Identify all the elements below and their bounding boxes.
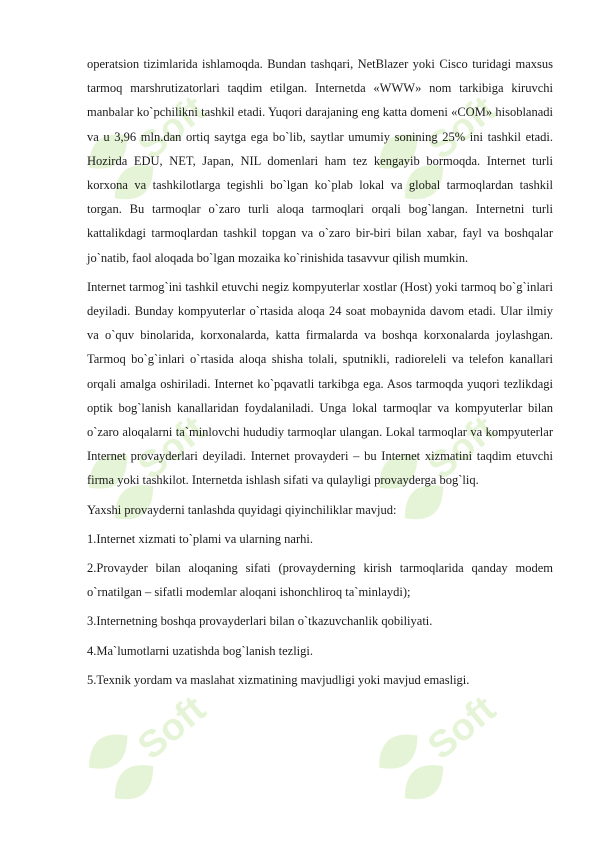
svg-text:Soft: Soft <box>130 688 214 768</box>
list-item: 1.Internet xizmati to`plami va ularning narhi. <box>87 531 313 546</box>
svg-text:Soft: Soft <box>420 88 504 168</box>
document-body <box>87 52 553 697</box>
svg-text:Soft: Soft <box>420 408 504 488</box>
body-paragraph: operatsion tizimlarida ishlamoqda. Bundan tashqari, NetBlazer yoki Cisco turidagi maxsus tarmoq marshrutizatorlari taqdim etilgan. Internetda «WWW» nom tarkibiga kiruvchi manbalar ko`pchilikni tashkil etadi. Yuqori darajaning eng katta domeni «COM» hisoblanadi va u 3,96 mln.dan ortiq saytga ega bo`lib, saytlar umumiy sonining 25% ini tashkil etadi. Hozirda EDU, NET, Japan, NIL domenlari ham tez kengayib bormoqda. Internet turli korxona va tashkilotlarga tegishli bo`lgan ko`plab lokal va global tarmoqlardan tashkil torgan. Bu tarmoqlar o`zaro turli aloqa tarmoqlari orqali bog`langan. Internetni turli kattalikdagi tarmoqlardan tashkil topgan va o`zaro bir-biri bilan xabar, fayl va boshqalar jo`natib, faol aloqada bo`lgan mozaika ko`rinishida tasavvur qilish mumkin. <box>87 57 553 265</box>
list-item: 5.Texnik yordam va maslahat xizmatining mavjudligi yoki mavjud emasligi. <box>87 672 470 687</box>
list-item: 2.Provayder bilan aloqaning sifati (provayderning kirish tarmoqlarida qanday modem o`rnatilgan – sifatli modemlar aloqani ishonchliroq ta`minlaydi); <box>87 561 553 600</box>
svg-text:Soft: Soft <box>130 408 214 488</box>
svg-text:Soft: Soft <box>420 688 504 768</box>
svg-text:Soft: Soft <box>130 88 214 168</box>
list-item: 3.Internetning boshqa provayderlari bilan o`tkazuvchanlik qobiliyati. <box>87 614 433 629</box>
body-paragraph: Internet tarmog`ini tashkil etuvchi negiz kompyuterlar xostlar (Host) yoki tarmoq bo`g`inlari deyiladi. Bunday kompyuterlar o`rtasida aloqa 24 soat mobaynida davom etadi. Ular ilmiy va o`quv binolarida, korxonalarda, katta firmalarda va boshqa korxonalarda joylashgan. Tarmoq bo`g`inlari o`rtasida aloqa shisha tolali, sputnikli, radioreleli va telefon kanallari orqali amalga oshiriladi. Internet ko`pqavatli tarkibga ega. Asos tarmoqda yuqori tezlikdagi optik bog`lanish kanallaridan foydalaniladi. Unga lokal tarmoqlar va kompyuterlar bilan o`zaro aloqalarni ta`minlovchi hududiy tarmoqlar ulangan. Lokal tarmoqlar va kompyuterlar Internet provayderlari deyiladi. Internet provayderi – bu Internet xizmatini taqdim etuvchi firma yoki tashkilot. Internetda ishlash sifati va qulayligi provayderga bog`liq. <box>87 279 553 488</box>
list-intro: Yaxshi provayderni tanlashda quyidagi qiyinchiliklar mavjud: <box>87 502 397 517</box>
list-item: 4.Ma`lumotlarni uzatishda bog`lanish tezligi. <box>87 643 313 658</box>
